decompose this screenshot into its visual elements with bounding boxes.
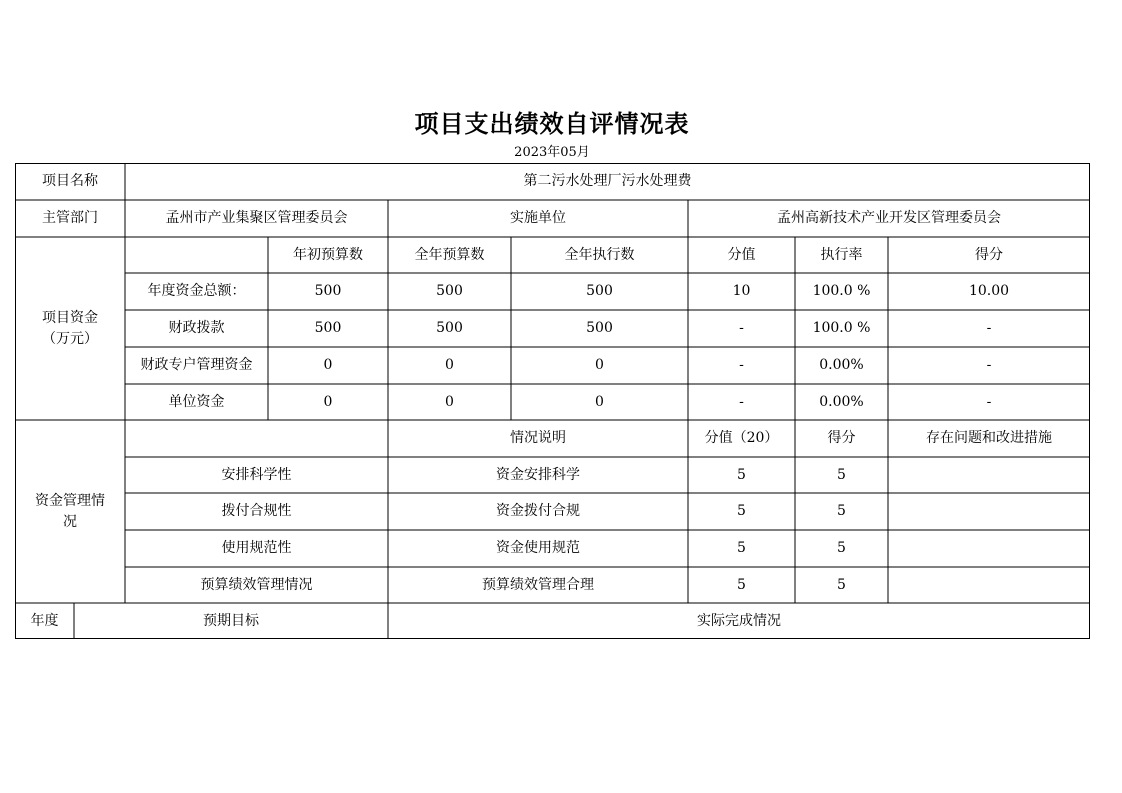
management-score-value: 5 [737,466,746,483]
management-label: 资金管理情 况 [35,493,105,530]
management-score: 5 [837,540,846,557]
funds-cell: 0 [595,393,604,410]
year-label: 年度 [30,612,59,629]
management-header: 情况说明 [510,430,566,447]
management-issues [888,530,1090,567]
management-issues [888,567,1090,603]
management-score-value: 5 [737,540,746,557]
management-desc: 资金使用规范 [496,540,580,557]
funds-cell: 500 [586,320,613,337]
funds-cell: 500 [436,320,463,337]
project-name-label: 项目名称 [42,173,98,190]
management-item: 使用规范性 [221,540,292,557]
funds-cell: 0 [445,357,454,374]
management-item: 预算绩效管理情况 [200,576,313,593]
funds-header: 全年执行数 [564,246,635,263]
funds-header: 全年预算数 [414,246,485,263]
management-header: 分值（20） [704,430,779,447]
funds-cell: - [739,320,744,337]
funds-row-name: 单位资金 [168,393,225,410]
management-desc: 预算绩效管理合理 [482,576,594,593]
funds-header: 得分 [975,246,1003,263]
dept-label: 主管部门 [42,210,98,227]
funds-header: 分值 [727,246,756,263]
funds-cell: 500 [314,283,342,300]
management-desc: 资金拨付合规 [496,503,580,520]
funds-cell: 0 [595,357,604,374]
funds-cell: 500 [586,283,613,300]
management-issues [888,493,1090,530]
funds-cell: - [986,357,992,374]
funds-row-name: 财政拨款 [168,320,225,337]
funds-header: 执行率 [820,246,863,263]
funds-cell: 10 [732,283,751,300]
funds-cell: 100.0 % [812,320,871,337]
funds-cell: - [986,320,992,337]
funds-cell: - [739,393,744,410]
funds-cell: 0 [445,393,454,410]
management-score-value: 5 [737,503,746,520]
evaluation-table [15,163,1090,639]
dept-value: 孟州市产业集聚区管理委员会 [165,210,348,227]
funds-cell: 500 [314,320,342,337]
impl-unit-label: 实施单位 [510,210,566,227]
funds-cell: 0 [323,393,333,410]
impl-unit-value: 孟州高新技术产业开发区管理委员会 [777,210,1001,227]
management-desc: 资金安排科学 [496,466,580,483]
funds-cell: 0 [323,357,333,374]
funds-cell: 0.00% [819,393,864,410]
funds-cell: 10.00 [968,283,1010,300]
management-score-value: 5 [737,576,746,593]
page-title: 项目支出绩效自评情况表 [414,110,690,138]
management-item: 拨付合规性 [221,503,292,520]
management-score: 5 [837,503,846,520]
funds-row-name: 财政专户管理资金 [140,357,253,374]
report-date: 2023年05月 [514,145,590,160]
funds-cell: - [986,393,992,410]
project-name-value: 第二污水处理厂污水处理费 [523,173,692,190]
funds-cell: 100.0 % [812,283,871,300]
management-score: 5 [837,576,846,593]
management-item: 安排科学性 [221,466,292,483]
funds-cell: 0.00% [819,357,864,374]
management-header: 存在问题和改进措施 [926,430,1052,447]
actual-completion-label: 实际完成情况 [697,612,781,629]
management-issues [888,457,1090,493]
funds-cell: 500 [436,283,463,300]
expected-target-label: 预期目标 [203,612,259,629]
management-header: 得分 [827,430,856,447]
funds-header: 年初预算数 [293,246,363,263]
management-score: 5 [837,466,846,483]
funds-cell: - [739,357,744,374]
funds-label: 项目资金 （万元） [42,310,98,347]
funds-row-name: 年度资金总额： [147,283,246,300]
